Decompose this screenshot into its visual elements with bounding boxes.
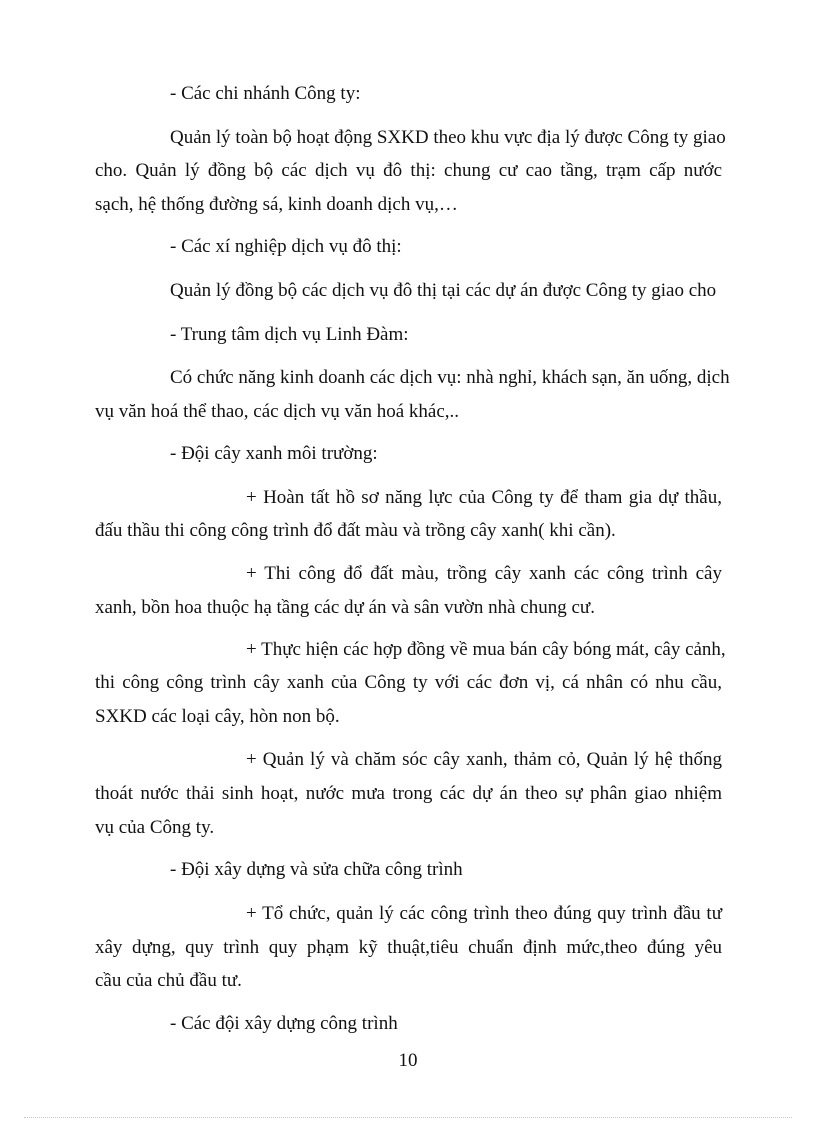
list-item-line: xanh, bồn hoa thuộc hạ tầng các dự án và sân vườn nhà chung cư. bbox=[95, 597, 595, 618]
heading-xi-nghiep: - Các xí nghiệp dịch vụ đô thị: bbox=[170, 236, 402, 257]
page-bottom-divider bbox=[24, 1117, 792, 1118]
paragraph-line: Quản lý đồng bộ các dịch vụ đô thị tại các dự án được Công ty giao cho bbox=[170, 280, 717, 301]
page-number: 10 bbox=[398, 1050, 418, 1071]
list-item-line: + Tổ chức, quản lý các công trình theo đúng quy trình đầu tư bbox=[246, 903, 722, 924]
list-item-line: + Quản lý và chăm sóc cây xanh, thảm cỏ, Quản lý hệ thống bbox=[246, 749, 722, 770]
heading-trung-tam: - Trung tâm dịch vụ Linh Đàm: bbox=[170, 324, 409, 345]
list-item-line: thoát nước thải sinh hoạt, nước mưa trong các dự án theo sự phân giao nhiệm bbox=[95, 783, 722, 804]
list-item-line: SXKD các loại cây, hòn non bộ. bbox=[95, 706, 340, 727]
heading-doi-cay-xanh: - Đội cây xanh môi trường: bbox=[170, 443, 378, 464]
list-item-line: + Thực hiện các hợp đồng về mua bán cây bóng mát, cây cảnh, bbox=[246, 639, 726, 660]
heading-doi-xay-dung-sua-chua: - Đội xây dựng và sửa chữa công trình bbox=[170, 859, 463, 880]
list-item-line: xây dựng, quy trình quy phạm kỹ thuật,tiêu chuẩn định mức,theo đúng yêu bbox=[95, 937, 722, 958]
list-item-line: + Hoàn tất hồ sơ năng lực của Công ty để tham gia dự thầu, bbox=[246, 487, 722, 508]
list-item-line: đấu thầu thi công công trình đổ đất màu và trồng cây xanh( khi cần). bbox=[95, 520, 616, 541]
paragraph-line: sạch, hệ thống đường sá, kinh doanh dịch vụ,… bbox=[95, 194, 458, 215]
paragraph-line: Quản lý toàn bộ hoạt động SXKD theo khu vực địa lý được Công ty giao bbox=[170, 127, 726, 148]
list-item-line: + Thi công đổ đất màu, trồng cây xanh các công trình cây bbox=[246, 563, 722, 584]
paragraph-line: vụ văn hoá thể thao, các dịch vụ văn hoá khác,.. bbox=[95, 401, 460, 422]
heading-cac-doi-xay-dung: - Các đội xây dựng công trình bbox=[170, 1013, 398, 1034]
paragraph-line: cho. Quản lý đồng bộ các dịch vụ đô thị: chung cư cao tầng, trạm cấp nước bbox=[95, 160, 722, 181]
list-item-line: vụ của Công ty. bbox=[95, 817, 215, 838]
list-item-line: cầu của chủ đầu tư. bbox=[95, 970, 242, 991]
list-item-line: thi công công trình cây xanh của Công ty với các đơn vị, cá nhân có nhu cầu, bbox=[95, 672, 722, 693]
paragraph-line: Có chức năng kinh doanh các dịch vụ: nhà nghỉ, khách sạn, ăn uống, dịch bbox=[170, 367, 730, 388]
heading-chi-nhanh: - Các chi nhánh Công ty: bbox=[170, 83, 361, 104]
